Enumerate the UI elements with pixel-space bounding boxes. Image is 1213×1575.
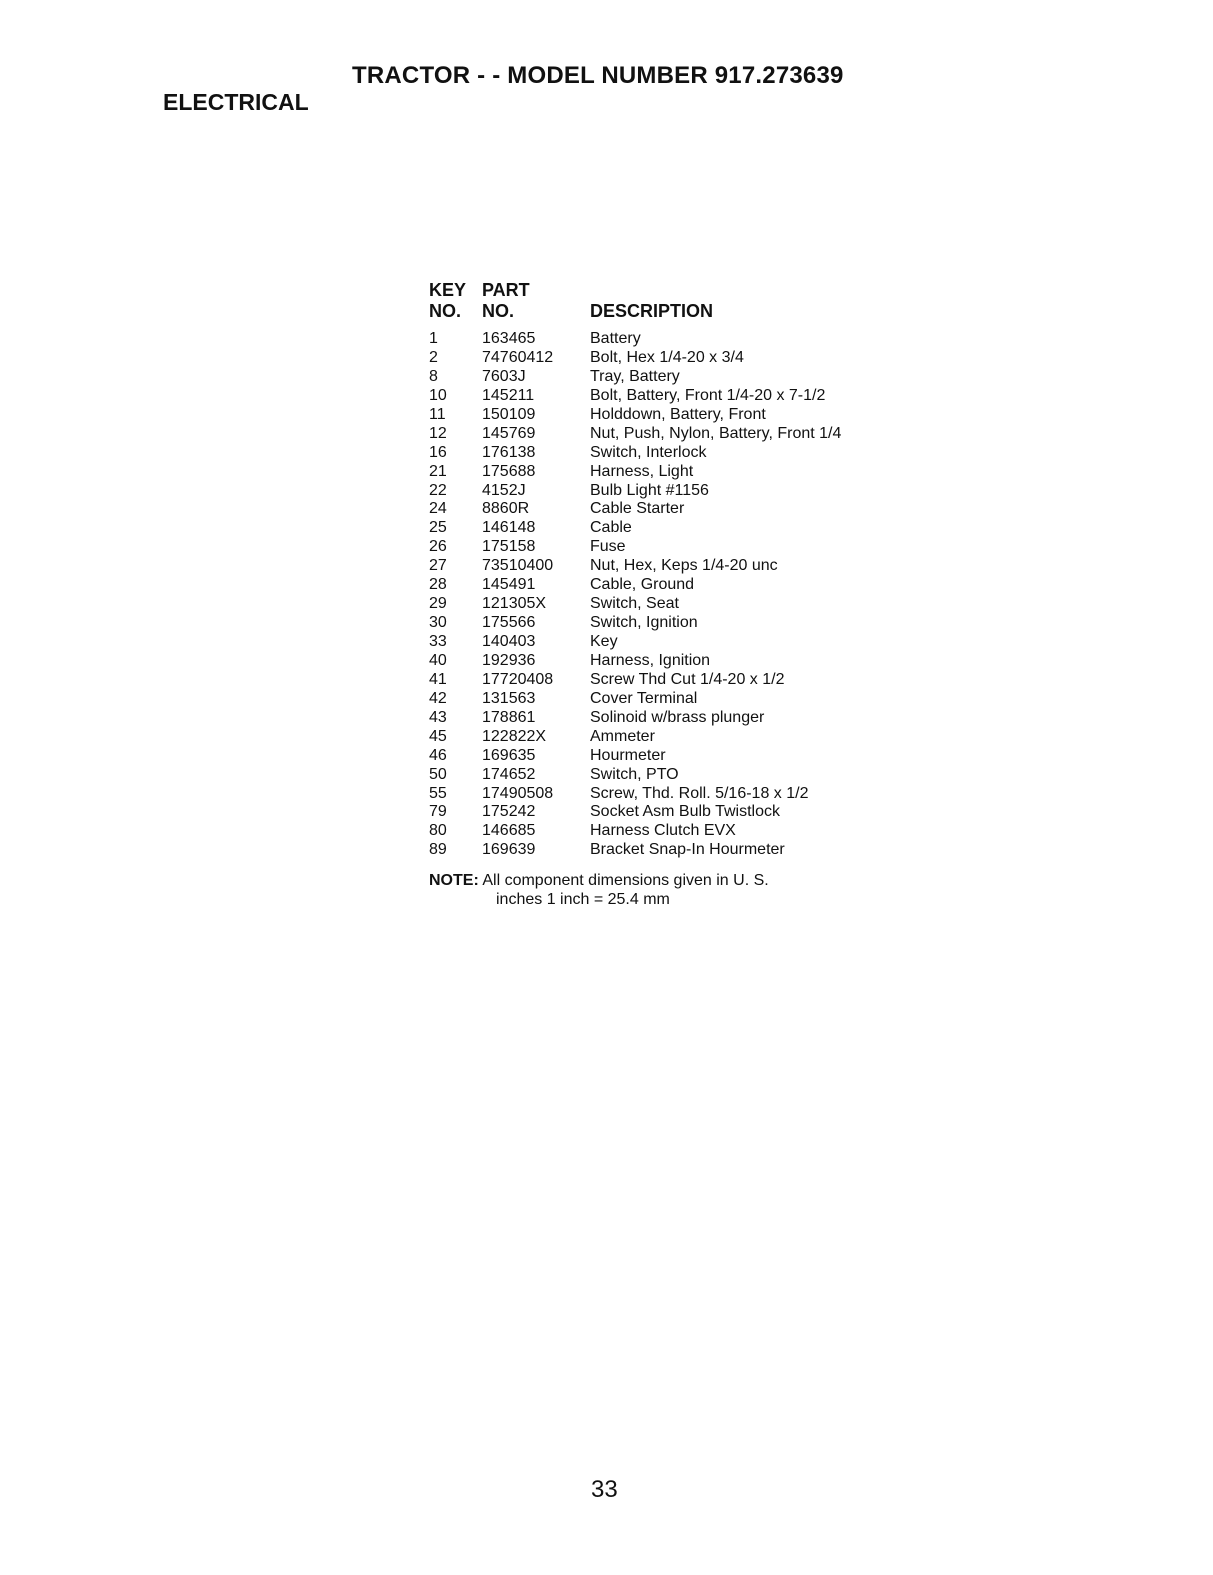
part-number-cell: 146685 <box>482 822 536 840</box>
description-cell: Cable, Ground <box>590 576 695 594</box>
part-number-cell: 169635 <box>482 746 536 764</box>
header-description: DESCRIPTION <box>590 301 714 321</box>
header-key-line2: NO. <box>429 301 462 321</box>
header-part-line2: NO. <box>482 301 515 321</box>
header-key-line1: KEY <box>429 280 467 300</box>
section-title: ELECTRICAL <box>163 89 309 115</box>
key-cell: 50 <box>429 765 447 783</box>
description-cell: Screw, Thd. Roll. 5/16-18 x 1/2 <box>590 784 809 802</box>
part-number-cell: 175566 <box>482 614 536 632</box>
description-cell: Bolt, Hex 1/4-20 x 3/4 <box>590 348 744 366</box>
description-cell: Tray, Battery <box>590 367 680 385</box>
description-cell: Battery <box>590 330 641 347</box>
note-text-line2: inches 1 inch = 25.4 mm <box>496 891 670 908</box>
part-number-cell: 8860R <box>482 500 530 518</box>
key-cell: 2 <box>429 348 438 366</box>
description-cell: Cable <box>590 519 632 537</box>
description-cell: Switch, Seat <box>590 595 679 613</box>
key-cell: 29 <box>429 595 447 613</box>
description-cell: Solinoid w/brass plunger <box>590 708 765 726</box>
note-line1 <box>429 871 769 890</box>
page-title: TRACTOR - - MODEL NUMBER 917.273639 <box>352 62 844 89</box>
key-cell: 16 <box>429 443 447 461</box>
note <box>429 871 769 909</box>
key-cell: 1 <box>429 330 438 347</box>
key-cell: 24 <box>429 500 447 518</box>
key-cell: 21 <box>429 462 447 480</box>
description-cell: Hourmeter <box>590 746 666 764</box>
key-cell: 80 <box>429 822 447 840</box>
part-number-cell: 146148 <box>482 519 536 537</box>
key-cell: 30 <box>429 614 447 632</box>
part-number-cell: 73510400 <box>482 557 554 575</box>
key-cell: 79 <box>429 803 447 821</box>
part-number-cell: 145491 <box>482 576 536 594</box>
note-label: NOTE: <box>429 872 479 889</box>
description-cell: Harness, Light <box>590 462 694 480</box>
key-cell: 41 <box>429 670 447 688</box>
part-number-cell: 163465 <box>482 330 536 347</box>
part-number-cell: 145769 <box>482 424 536 442</box>
part-number-cell: 4152J <box>482 481 526 499</box>
part-number-cell: 178861 <box>482 708 536 726</box>
part-number-cell: 192936 <box>482 651 536 669</box>
description-cell: Switch, Ignition <box>590 614 698 632</box>
part-number-cell: 175242 <box>482 803 536 821</box>
description-cell: Screw Thd Cut 1/4-20 x 1/2 <box>590 670 785 688</box>
key-cell: 42 <box>429 689 447 707</box>
key-cell: 26 <box>429 538 447 556</box>
part-number-cell: 7603J <box>482 367 526 385</box>
description-cell: Harness Clutch EVX <box>590 822 736 840</box>
part-number-cell: 176138 <box>482 443 536 461</box>
part-number-cell: 122822X <box>482 727 547 745</box>
description-cell: Bolt, Battery, Front 1/4-20 x 7-1/2 <box>590 386 826 404</box>
description-cell: Holddown, Battery, Front <box>590 405 766 423</box>
key-cell: 8 <box>429 367 438 385</box>
page-number: 33 <box>591 1476 618 1503</box>
key-cell: 28 <box>429 576 447 594</box>
part-number-cell: 175688 <box>482 462 536 480</box>
description-cell: Key <box>590 633 618 650</box>
key-cell: 33 <box>429 633 447 650</box>
description-cell: Switch, PTO <box>590 765 679 783</box>
key-cell: 43 <box>429 708 447 726</box>
description-cell: Nut, Hex, Keps 1/4-20 unc <box>590 557 778 575</box>
description-cell: Bracket Snap-In Hourmeter <box>590 841 785 859</box>
part-number-cell: 121305X <box>482 595 547 613</box>
key-cell: 46 <box>429 746 447 764</box>
key-cell: 45 <box>429 727 447 745</box>
key-cell: 22 <box>429 481 447 499</box>
description-cell: Nut, Push, Nylon, Battery, Front 1/4 <box>590 424 842 442</box>
part-number-cell: 131563 <box>482 689 536 707</box>
part-number-cell: 140403 <box>482 633 536 650</box>
part-number-cell: 145211 <box>482 386 535 404</box>
description-cell: Cover Terminal <box>590 689 698 707</box>
note-text-line1: All component dimensions given in U. S. <box>482 872 769 889</box>
part-number-cell: 175158 <box>482 538 536 556</box>
description-cell: Cable Starter <box>590 500 685 518</box>
header-part-line1: PART <box>482 280 530 300</box>
part-number-cell: 150109 <box>482 405 536 423</box>
part-number-cell: 169639 <box>482 841 536 859</box>
key-cell: 10 <box>429 386 447 404</box>
description-cell: Fuse <box>590 538 626 556</box>
part-number-cell: 17720408 <box>482 670 554 688</box>
key-cell: 25 <box>429 519 447 537</box>
part-number-cell: 74760412 <box>482 348 554 366</box>
description-cell: Switch, Interlock <box>590 443 707 461</box>
description-cell: Bulb Light #1156 <box>590 481 709 499</box>
key-cell: 27 <box>429 557 447 575</box>
key-cell: 11 <box>429 405 446 423</box>
key-cell: 55 <box>429 784 447 802</box>
key-cell: 89 <box>429 841 447 859</box>
part-number-cell: 17490508 <box>482 784 554 802</box>
description-cell: Harness, Ignition <box>590 651 711 669</box>
description-cell: Socket Asm Bulb Twistlock <box>590 803 780 821</box>
part-number-cell: 174652 <box>482 765 536 783</box>
key-cell: 12 <box>429 424 447 442</box>
key-cell: 40 <box>429 651 447 669</box>
description-cell: Ammeter <box>590 727 655 745</box>
